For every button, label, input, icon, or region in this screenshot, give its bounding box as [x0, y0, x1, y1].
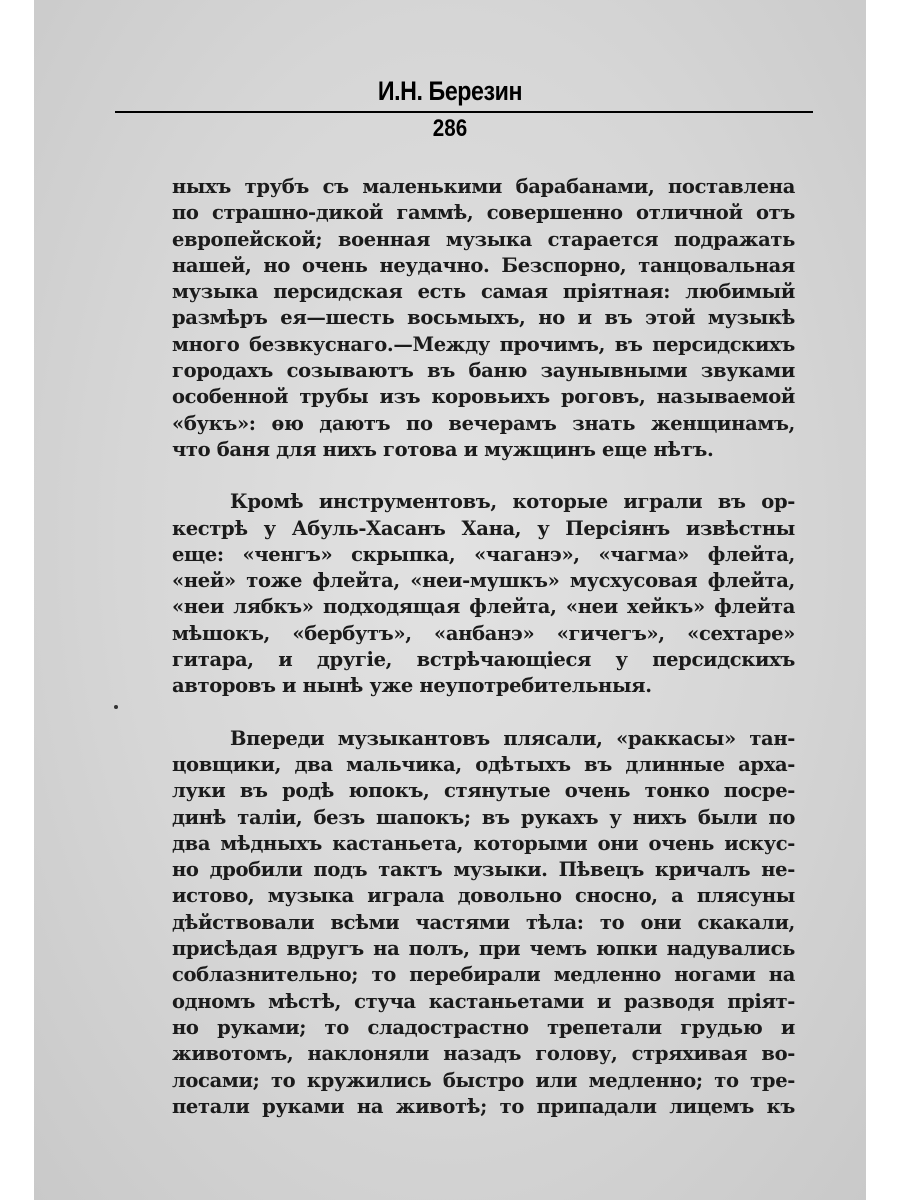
paragraph-1: [172, 174, 795, 463]
text-line: соблазнительно; то перебирали медленно ногами на: [172, 963, 795, 987]
text-line: гитара, и другіе, встрѣчающіеся у персидскихъ: [172, 648, 795, 672]
header-divider: [115, 111, 813, 113]
text-line: мѣшокъ, «бербутъ», «анбанэ» «гичегъ», «сехтаре»: [172, 621, 795, 645]
text-line: динѣ таліи, безъ шапокъ; въ рукахъ у нихъ были по: [172, 805, 795, 829]
text-line: петали руками на животѣ; то припадали лицемъ къ: [172, 1094, 795, 1118]
text-line: «ней» тоже флейта, «неи-мушкъ» мусхусовая флейта,: [172, 569, 795, 593]
text-line: дѣйствовали всѣми частями тѣла: то они скакали,: [172, 910, 795, 934]
text-line: еще: «ченгъ» скрыпка, «чаганэ», «чагма» флейта,: [172, 542, 795, 566]
page-number: 286: [432, 115, 468, 142]
text-line: «букъ»: ѳю даютъ по вечерамъ знать женщинамъ,: [172, 411, 795, 435]
text-line: но дробили подъ тактъ музыки. Пѣвецъ кричалъ не-: [172, 858, 795, 882]
text-line: Впереди музыкантовъ плясали, «раккасы» тан-: [230, 726, 795, 750]
paragraph-2: [172, 489, 795, 699]
body-text: [172, 174, 795, 1146]
text-line: что баня для нихъ готова и мужщинъ еще нѣтъ.: [172, 437, 714, 461]
text-line: ныхъ трубъ съ маленькими барабанами, поставлена: [172, 175, 795, 198]
ink-speck: [114, 705, 118, 709]
text-line: истово, музыка играла довольно сносно, а плясуны: [172, 884, 795, 908]
text-line: размѣръ ея—шесть восьмыхъ, но и въ этой музыкѣ: [172, 306, 795, 330]
text-line: особенной трубы изъ коровьихъ роговъ, называемой: [172, 385, 795, 409]
paragraph-3: [172, 726, 795, 1120]
text-line: луки въ родѣ юпокъ, стянутые очень тонко посре-: [172, 779, 795, 803]
text-line: два мѣдныхъ кастаньета, которыми они очень искус-: [172, 831, 795, 855]
text-line: цовщики, два мальчика, одѣтыхъ въ длинные арха-: [172, 752, 795, 776]
text-line: одномъ мѣстѣ, стуча кастаньетами и разводя пріят-: [172, 989, 795, 1013]
text-line: но руками; то сладострастно трепетали грудью и: [172, 1015, 795, 1039]
text-line: городахъ созываютъ въ баню заунывными звуками: [172, 359, 795, 383]
text-line: нашей, но очень неудачно. Безспорно, танцовальная: [172, 253, 795, 277]
text-line: кестрѣ у Абуль-Хасанъ Хана, у Персіянъ извѣстны: [172, 516, 795, 540]
text-line: лосами; то кружились быстро или медленно; то тре-: [172, 1068, 795, 1092]
text-line: европейской; военная музыка старается подражать: [172, 227, 795, 251]
text-line: музыка персидская есть самая пріятная: любимый: [172, 280, 795, 304]
text-line: присѣдая вдругъ на полъ, при чемъ юпки надувались: [172, 937, 795, 961]
text-line: по страшно-дикой гаммѣ, совершенно отличной отъ: [172, 201, 795, 225]
text-line: авторовъ и нынѣ уже неупотребительныя.: [172, 674, 652, 698]
text-line: Кромѣ инструментовъ, которые играли въ ор-: [230, 490, 795, 514]
text-line: много безвкуснаго.—Между прочимъ, въ персидскихъ: [172, 332, 795, 356]
header-author: И.Н. Березин: [377, 76, 523, 106]
text-line: «неи лябкъ» подходящая флейта, «неи хейкъ» флейта: [172, 595, 795, 619]
text-line: животомъ, наклоняли назадъ голову, стряхивая во-: [172, 1042, 795, 1066]
